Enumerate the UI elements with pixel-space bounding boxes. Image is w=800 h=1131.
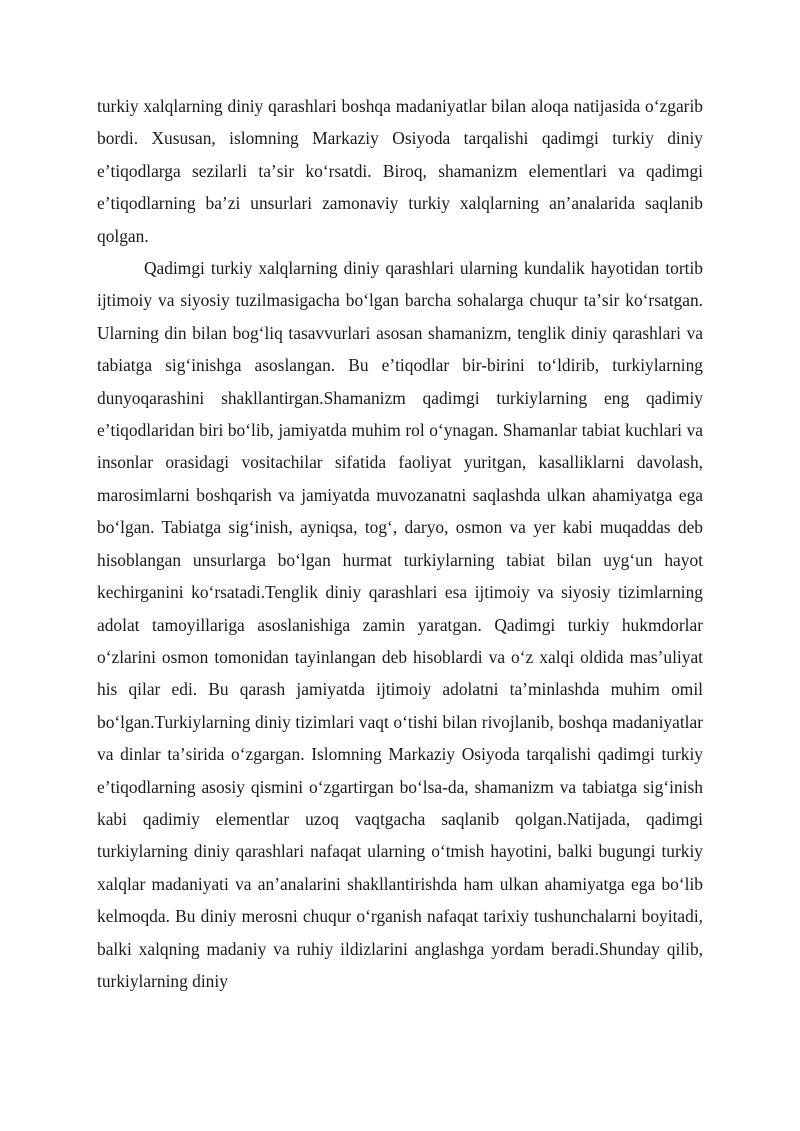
paragraph-main: Qadimgi turkiy xalqlarning diniy qarashlari ularning kundalik hayotidan tortib ijtimoiy va siyosiy tuzilmasigacha boʻlgan barcha sohalarga chuqur taʼsir koʻrsatgan. Ularning din bilan bogʻliq tasavvurlari asosan shamanizm, tenglik diniy qarashlari va tabiatga sigʻinishga asoslangan. Bu eʼtiqodlar bir-birini toʻldirib, turkiylarning dunyoqarashini shakllantirgan.Shamanizm qadimgi turkiylarning eng qadimiy eʼtiqodlaridan biri boʻlib, jamiyatda muhim rol oʻynagan. Shamanlar tabiat kuchlari va insonlar orasidagi vositachilar sifatida faoliyat yuritgan, kasalliklarni davolash, marosimlarni boshqarish va jamiyatda muvozanatni saqlashda ulkan ahamiyatga ega boʻlgan. Tabiatga sigʻinish, ayniqsa, togʻ, daryo, osmon va yer kabi muqaddas deb hisoblangan unsurlarga boʻlgan hurmat turkiylarning tabiat bilan uygʻun hayot kechirganini koʻrsatadi.Tenglik diniy qarashlari esa ijtimoiy va siyosiy tizimlarning adolat tamoyillariga asoslanishiga zamin yaratgan. Qadimgi turkiy hukmdorlar oʻzlarini osmon tomonidan tayinlangan deb hisoblardi va oʻz xalqi oldida masʼuliyat his qilar edi. Bu qarash jamiyatda ijtimoiy adolatni taʼminlashda muhim omil boʻlgan.Turkiylarning diniy tizimlari vaqt oʻtishi bilan rivojlanib, boshqa madaniyatlar va dinlar taʼsirida oʻzgargan. Islomning Markaziy Osiyoda tarqalishi qadimgi turkiy eʼtiqodlarning asosiy qismini oʻzgartirgan boʻlsa-da, shamanizm va tabiatga sigʻinish kabi qadimiy elementlar uzoq vaqtgacha saqlanib qolgan.Natijada, qadimgi turkiylarning diniy qarashlari nafaqat ularning oʻtmish hayotini, balki bugungi turkiy xalqlar madaniyati va anʼanalarini shakllantirishda ham ulkan ahamiyatga ega boʻlib kelmoqda. Bu diniy merosni chuqur oʻrganish nafaqat tarixiy tushunchalarni boyitadi, balki xalqning madaniy va ruhiy ildizlarini anglashga yordam beradi.Shunday qilib, turkiylarning diniy [97, 258, 703, 991]
paragraph-continuation: turkiy xalqlarning diniy qarashlari boshqa madaniyatlar bilan aloqa natijasida oʻzgarib bordi. Xususan, islomning Markaziy Osiyoda tarqalishi qadimgi turkiy diniy eʼtiqodlarga sezilarli taʼsir koʻrsatdi. Biroq, shamanizm elementlari va qadimgi eʼtiqodlarning baʼzi unsurlari zamonaviy turkiy xalqlarning anʼanalarida saqlanib qolgan. [97, 96, 703, 246]
body-text [97, 90, 703, 997]
